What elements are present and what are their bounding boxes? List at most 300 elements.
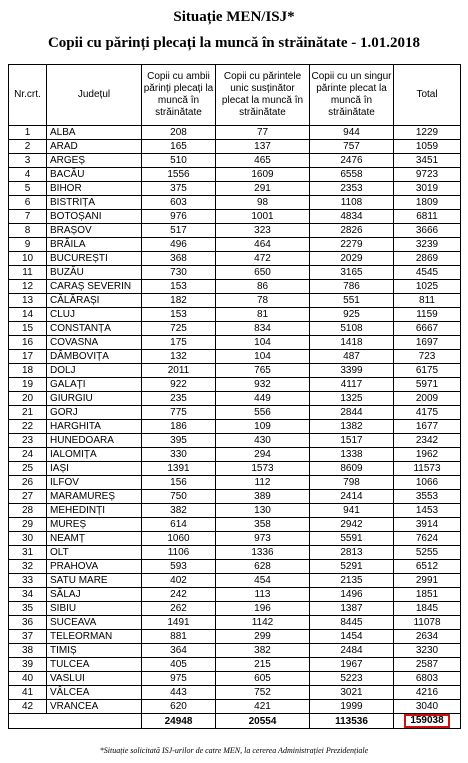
- cell-both-parents: 165: [142, 140, 216, 154]
- cell-one-parent: 1387: [310, 602, 394, 616]
- cell-judet: DOLJ: [47, 364, 142, 378]
- cell-one-parent: 2353: [310, 182, 394, 196]
- cell-sole-parent: 605: [216, 672, 310, 686]
- cell-sole-parent: 454: [216, 574, 310, 588]
- cell-sole-parent: 112: [216, 476, 310, 490]
- table-row: [9, 476, 461, 490]
- cell-nr: 36: [9, 616, 47, 630]
- table-row: [9, 602, 461, 616]
- cell-one-parent: 2813: [310, 546, 394, 560]
- cell-both-parents: 156: [142, 476, 216, 490]
- cell-nr: 42: [9, 700, 47, 714]
- cell-one-parent: 3399: [310, 364, 394, 378]
- cell-nr: 4: [9, 168, 47, 182]
- cell-judet: SUCEAVA: [47, 616, 142, 630]
- cell-both-parents: 775: [142, 406, 216, 420]
- cell-total: 4216: [394, 686, 461, 700]
- cell-sole-parent: 291: [216, 182, 310, 196]
- cell-judet: VRANCEA: [47, 700, 142, 714]
- table-row: [9, 546, 461, 560]
- cell-one-parent: 944: [310, 126, 394, 140]
- cell-judet: BISTRIȚA: [47, 196, 142, 210]
- cell-nr: 13: [9, 294, 47, 308]
- cell-judet: HARGHITA: [47, 420, 142, 434]
- table-row: [9, 364, 461, 378]
- cell-sole-parent: 1336: [216, 546, 310, 560]
- cell-one-parent: 2844: [310, 406, 394, 420]
- title-line-1: Situație MEN/ISJ*: [173, 9, 295, 25]
- cell-one-parent: 6558: [310, 168, 394, 182]
- cell-both-parents: 402: [142, 574, 216, 588]
- cell-both-parents: 364: [142, 644, 216, 658]
- cell-judet: IALOMIȚA: [47, 448, 142, 462]
- cell-nr: 41: [9, 686, 47, 700]
- cell-nr: 2: [9, 140, 47, 154]
- cell-sole-parent: 299: [216, 630, 310, 644]
- table-row: [9, 644, 461, 658]
- cell-total: 3451: [394, 154, 461, 168]
- cell-one-parent: 757: [310, 140, 394, 154]
- cell-one-parent: 2414: [310, 490, 394, 504]
- cell-total: 1229: [394, 126, 461, 140]
- cell-one-parent: 8445: [310, 616, 394, 630]
- cell-nr: 9: [9, 238, 47, 252]
- cell-both-parents: 405: [142, 658, 216, 672]
- cell-judet: MEHEDINȚI: [47, 504, 142, 518]
- totals-sole-parent: 20554: [216, 714, 310, 729]
- table-row: [9, 280, 461, 294]
- cell-sole-parent: 973: [216, 532, 310, 546]
- cell-nr: 16: [9, 336, 47, 350]
- cell-sole-parent: 382: [216, 644, 310, 658]
- cell-nr: 14: [9, 308, 47, 322]
- cell-judet: MUREȘ: [47, 518, 142, 532]
- table-row: [9, 700, 461, 714]
- cell-sole-parent: 78: [216, 294, 310, 308]
- cell-judet: ARGEȘ: [47, 154, 142, 168]
- cell-total: 11573: [394, 462, 461, 476]
- cell-both-parents: 1106: [142, 546, 216, 560]
- cell-total: 7624: [394, 532, 461, 546]
- cell-total: 723: [394, 350, 461, 364]
- table-row: [9, 630, 461, 644]
- cell-both-parents: 182: [142, 294, 216, 308]
- cell-one-parent: 2942: [310, 518, 394, 532]
- cell-judet: DÂMBOVIȚA: [47, 350, 142, 364]
- cell-total: 1066: [394, 476, 461, 490]
- cell-sole-parent: 137: [216, 140, 310, 154]
- header-judet: Județul: [47, 65, 142, 126]
- cell-both-parents: 730: [142, 266, 216, 280]
- cell-nr: 23: [9, 434, 47, 448]
- cell-judet: PRAHOVA: [47, 560, 142, 574]
- cell-judet: BOTOȘANI: [47, 210, 142, 224]
- cell-nr: 20: [9, 392, 47, 406]
- cell-nr: 21: [9, 406, 47, 420]
- table-row: [9, 616, 461, 630]
- cell-nr: 11: [9, 266, 47, 280]
- cell-both-parents: 1060: [142, 532, 216, 546]
- table-row: [9, 588, 461, 602]
- table-row: [9, 392, 461, 406]
- table-row: [9, 350, 461, 364]
- cell-sole-parent: 752: [216, 686, 310, 700]
- cell-one-parent: 1325: [310, 392, 394, 406]
- cell-nr: 19: [9, 378, 47, 392]
- cell-one-parent: 1454: [310, 630, 394, 644]
- cell-judet: BUZĂU: [47, 266, 142, 280]
- cell-one-parent: 5291: [310, 560, 394, 574]
- cell-judet: NEAMȚ: [47, 532, 142, 546]
- cell-one-parent: 1496: [310, 588, 394, 602]
- table-row: [9, 658, 461, 672]
- cell-total: 6175: [394, 364, 461, 378]
- cell-judet: GALAȚI: [47, 378, 142, 392]
- cell-one-parent: 8609: [310, 462, 394, 476]
- cell-one-parent: 1382: [310, 420, 394, 434]
- cell-judet: TELEORMAN: [47, 630, 142, 644]
- cell-one-parent: 1999: [310, 700, 394, 714]
- cell-sole-parent: 104: [216, 350, 310, 364]
- cell-both-parents: 153: [142, 280, 216, 294]
- cell-total: 2342: [394, 434, 461, 448]
- cell-total: 1851: [394, 588, 461, 602]
- cell-judet: OLT: [47, 546, 142, 560]
- table-row: [9, 308, 461, 322]
- cell-both-parents: 242: [142, 588, 216, 602]
- table-row: [9, 532, 461, 546]
- cell-one-parent: 1418: [310, 336, 394, 350]
- cell-total: 5255: [394, 546, 461, 560]
- cell-sole-parent: 834: [216, 322, 310, 336]
- cell-both-parents: 2011: [142, 364, 216, 378]
- cell-one-parent: 1338: [310, 448, 394, 462]
- cell-both-parents: 382: [142, 504, 216, 518]
- cell-sole-parent: 464: [216, 238, 310, 252]
- cell-one-parent: 5591: [310, 532, 394, 546]
- cell-total: 3553: [394, 490, 461, 504]
- table-row: [9, 406, 461, 420]
- cell-judet: COVASNA: [47, 336, 142, 350]
- grand-total-cell: [394, 714, 461, 729]
- footnote: *Situație solicitată ISJ-urilor de catre MEN, la cererea Administrației Prezidențiale: [99, 746, 369, 755]
- cell-both-parents: 186: [142, 420, 216, 434]
- cell-total: 1809: [394, 196, 461, 210]
- cell-nr: 10: [9, 252, 47, 266]
- cell-one-parent: 4117: [310, 378, 394, 392]
- cell-judet: BUCUREȘTI: [47, 252, 142, 266]
- cell-sole-parent: 130: [216, 504, 310, 518]
- cell-nr: 18: [9, 364, 47, 378]
- cell-sole-parent: 77: [216, 126, 310, 140]
- cell-one-parent: 1108: [310, 196, 394, 210]
- cell-judet: HUNEDOARA: [47, 434, 142, 448]
- cell-nr: 3: [9, 154, 47, 168]
- cell-nr: 33: [9, 574, 47, 588]
- table-row: [9, 210, 461, 224]
- cell-judet: SĂLAJ: [47, 588, 142, 602]
- cell-sole-parent: 449: [216, 392, 310, 406]
- cell-nr: 6: [9, 196, 47, 210]
- cell-both-parents: 132: [142, 350, 216, 364]
- cell-sole-parent: 465: [216, 154, 310, 168]
- cell-total: 1962: [394, 448, 461, 462]
- cell-both-parents: 368: [142, 252, 216, 266]
- cell-total: 1025: [394, 280, 461, 294]
- cell-both-parents: 976: [142, 210, 216, 224]
- table-row: [9, 378, 461, 392]
- cell-nr: 27: [9, 490, 47, 504]
- cell-both-parents: 593: [142, 560, 216, 574]
- cell-sole-parent: 389: [216, 490, 310, 504]
- cell-sole-parent: 113: [216, 588, 310, 602]
- cell-total: 2009: [394, 392, 461, 406]
- table-row: [9, 420, 461, 434]
- table-row: [9, 672, 461, 686]
- table-row: [9, 294, 461, 308]
- cell-total: 811: [394, 294, 461, 308]
- cell-both-parents: 208: [142, 126, 216, 140]
- table-row: [9, 560, 461, 574]
- cell-total: 3666: [394, 224, 461, 238]
- title-line-2: Copii cu părinți plecați la muncă în străinătate - 1.01.2018: [47, 35, 421, 51]
- data-table: [8, 64, 461, 729]
- cell-nr: 32: [9, 560, 47, 574]
- cell-nr: 26: [9, 476, 47, 490]
- cell-nr: 5: [9, 182, 47, 196]
- cell-sole-parent: 109: [216, 420, 310, 434]
- cell-nr: 24: [9, 448, 47, 462]
- cell-total: 3019: [394, 182, 461, 196]
- cell-total: 6667: [394, 322, 461, 336]
- cell-one-parent: 941: [310, 504, 394, 518]
- cell-both-parents: 330: [142, 448, 216, 462]
- cell-total: 6512: [394, 560, 461, 574]
- cell-both-parents: 1556: [142, 168, 216, 182]
- cell-both-parents: 153: [142, 308, 216, 322]
- cell-both-parents: 262: [142, 602, 216, 616]
- cell-sole-parent: 765: [216, 364, 310, 378]
- cell-both-parents: 725: [142, 322, 216, 336]
- totals-row: [9, 714, 461, 729]
- table-row: [9, 266, 461, 280]
- cell-total: 1059: [394, 140, 461, 154]
- cell-sole-parent: 358: [216, 518, 310, 532]
- cell-judet: BACĂU: [47, 168, 142, 182]
- grand-total-highlight: 159038: [404, 714, 449, 728]
- table-row: [9, 196, 461, 210]
- cell-both-parents: 975: [142, 672, 216, 686]
- cell-nr: 29: [9, 518, 47, 532]
- cell-judet: SATU MARE: [47, 574, 142, 588]
- cell-total: 2634: [394, 630, 461, 644]
- cell-one-parent: 2476: [310, 154, 394, 168]
- cell-total: 2587: [394, 658, 461, 672]
- table-row: [9, 140, 461, 154]
- cell-total: 1453: [394, 504, 461, 518]
- cell-both-parents: 235: [142, 392, 216, 406]
- cell-one-parent: 2484: [310, 644, 394, 658]
- totals-both-parents: 24948: [142, 714, 216, 729]
- cell-judet: ARAD: [47, 140, 142, 154]
- table-row: [9, 434, 461, 448]
- table-row: [9, 462, 461, 476]
- cell-one-parent: 786: [310, 280, 394, 294]
- header-both-parents: Copii cu ambii părinți plecați la muncă în străinătate: [142, 65, 216, 126]
- cell-judet: CLUJ: [47, 308, 142, 322]
- cell-one-parent: 2029: [310, 252, 394, 266]
- cell-total: 3914: [394, 518, 461, 532]
- cell-judet: GIURGIU: [47, 392, 142, 406]
- cell-total: 1697: [394, 336, 461, 350]
- cell-total: 3230: [394, 644, 461, 658]
- cell-both-parents: 395: [142, 434, 216, 448]
- cell-judet: CONSTANȚA: [47, 322, 142, 336]
- cell-nr: 12: [9, 280, 47, 294]
- cell-sole-parent: 472: [216, 252, 310, 266]
- cell-sole-parent: 650: [216, 266, 310, 280]
- table-row: [9, 686, 461, 700]
- cell-nr: 15: [9, 322, 47, 336]
- table-row: [9, 154, 461, 168]
- cell-one-parent: 2279: [310, 238, 394, 252]
- cell-nr: 25: [9, 462, 47, 476]
- cell-one-parent: 1517: [310, 434, 394, 448]
- cell-sole-parent: 932: [216, 378, 310, 392]
- cell-one-parent: 925: [310, 308, 394, 322]
- cell-both-parents: 750: [142, 490, 216, 504]
- totals-one-parent: 113536: [310, 714, 394, 729]
- table-row: [9, 182, 461, 196]
- cell-sole-parent: 294: [216, 448, 310, 462]
- cell-sole-parent: 628: [216, 560, 310, 574]
- cell-total: 11078: [394, 616, 461, 630]
- cell-total: 2869: [394, 252, 461, 266]
- cell-nr: 40: [9, 672, 47, 686]
- cell-judet: MARAMUREȘ: [47, 490, 142, 504]
- cell-judet: CARAȘ SEVERIN: [47, 280, 142, 294]
- cell-total: 1159: [394, 308, 461, 322]
- cell-both-parents: 517: [142, 224, 216, 238]
- cell-total: 6803: [394, 672, 461, 686]
- table-row: [9, 518, 461, 532]
- cell-nr: 8: [9, 224, 47, 238]
- table-row: [9, 322, 461, 336]
- cell-one-parent: 798: [310, 476, 394, 490]
- cell-both-parents: 922: [142, 378, 216, 392]
- cell-judet: ILFOV: [47, 476, 142, 490]
- cell-both-parents: 603: [142, 196, 216, 210]
- table-row: [9, 168, 461, 182]
- cell-nr: 35: [9, 602, 47, 616]
- table-row: [9, 336, 461, 350]
- cell-nr: 28: [9, 504, 47, 518]
- header-sole-parent: Copii cu părintele unic susținător plecat la muncă în străinătate: [216, 65, 310, 126]
- cell-both-parents: 881: [142, 630, 216, 644]
- header-one-parent: Copii cu un singur părinte plecat la muncă în străinătate: [310, 65, 394, 126]
- cell-total: 1845: [394, 602, 461, 616]
- cell-nr: 37: [9, 630, 47, 644]
- cell-sole-parent: 86: [216, 280, 310, 294]
- cell-total: 3239: [394, 238, 461, 252]
- cell-nr: 38: [9, 644, 47, 658]
- table-row: [9, 504, 461, 518]
- table-row: [9, 574, 461, 588]
- cell-judet: TULCEA: [47, 658, 142, 672]
- cell-both-parents: 375: [142, 182, 216, 196]
- cell-both-parents: 614: [142, 518, 216, 532]
- cell-one-parent: 487: [310, 350, 394, 364]
- cell-nr: 31: [9, 546, 47, 560]
- cell-one-parent: 3165: [310, 266, 394, 280]
- cell-total: 6811: [394, 210, 461, 224]
- cell-nr: 30: [9, 532, 47, 546]
- cell-nr: 22: [9, 420, 47, 434]
- cell-judet: VASLUI: [47, 672, 142, 686]
- cell-one-parent: 5223: [310, 672, 394, 686]
- cell-judet: BRĂILA: [47, 238, 142, 252]
- table-row: [9, 252, 461, 266]
- cell-sole-parent: 556: [216, 406, 310, 420]
- cell-judet: ALBA: [47, 126, 142, 140]
- cell-total: 1677: [394, 420, 461, 434]
- cell-one-parent: 2135: [310, 574, 394, 588]
- cell-judet: SIBIU: [47, 602, 142, 616]
- cell-one-parent: 3021: [310, 686, 394, 700]
- cell-sole-parent: 98: [216, 196, 310, 210]
- cell-one-parent: 5108: [310, 322, 394, 336]
- cell-one-parent: 551: [310, 294, 394, 308]
- cell-one-parent: 1967: [310, 658, 394, 672]
- cell-one-parent: 2826: [310, 224, 394, 238]
- cell-sole-parent: 215: [216, 658, 310, 672]
- cell-both-parents: 175: [142, 336, 216, 350]
- cell-nr: 1: [9, 126, 47, 140]
- cell-sole-parent: 421: [216, 700, 310, 714]
- cell-total: 5971: [394, 378, 461, 392]
- cell-both-parents: 1491: [142, 616, 216, 630]
- cell-judet: BIHOR: [47, 182, 142, 196]
- cell-sole-parent: 323: [216, 224, 310, 238]
- cell-both-parents: 510: [142, 154, 216, 168]
- cell-total: 3040: [394, 700, 461, 714]
- table-row: [9, 126, 461, 140]
- cell-nr: 17: [9, 350, 47, 364]
- cell-sole-parent: 1001: [216, 210, 310, 224]
- cell-sole-parent: 430: [216, 434, 310, 448]
- table-row: [9, 224, 461, 238]
- cell-sole-parent: 1609: [216, 168, 310, 182]
- cell-sole-parent: 81: [216, 308, 310, 322]
- cell-sole-parent: 196: [216, 602, 310, 616]
- header-total: Total: [394, 65, 461, 126]
- cell-one-parent: 4834: [310, 210, 394, 224]
- cell-judet: TIMIȘ: [47, 644, 142, 658]
- totals-blank-cell: [9, 714, 142, 729]
- header-row: [9, 65, 461, 126]
- cell-total: 4175: [394, 406, 461, 420]
- cell-both-parents: 443: [142, 686, 216, 700]
- table-row: [9, 238, 461, 252]
- cell-judet: BRAȘOV: [47, 224, 142, 238]
- table-row: [9, 490, 461, 504]
- table-row: [9, 448, 461, 462]
- cell-total: 2991: [394, 574, 461, 588]
- cell-total: 4545: [394, 266, 461, 280]
- cell-total: 9723: [394, 168, 461, 182]
- cell-judet: CĂLĂRAȘI: [47, 294, 142, 308]
- cell-nr: 7: [9, 210, 47, 224]
